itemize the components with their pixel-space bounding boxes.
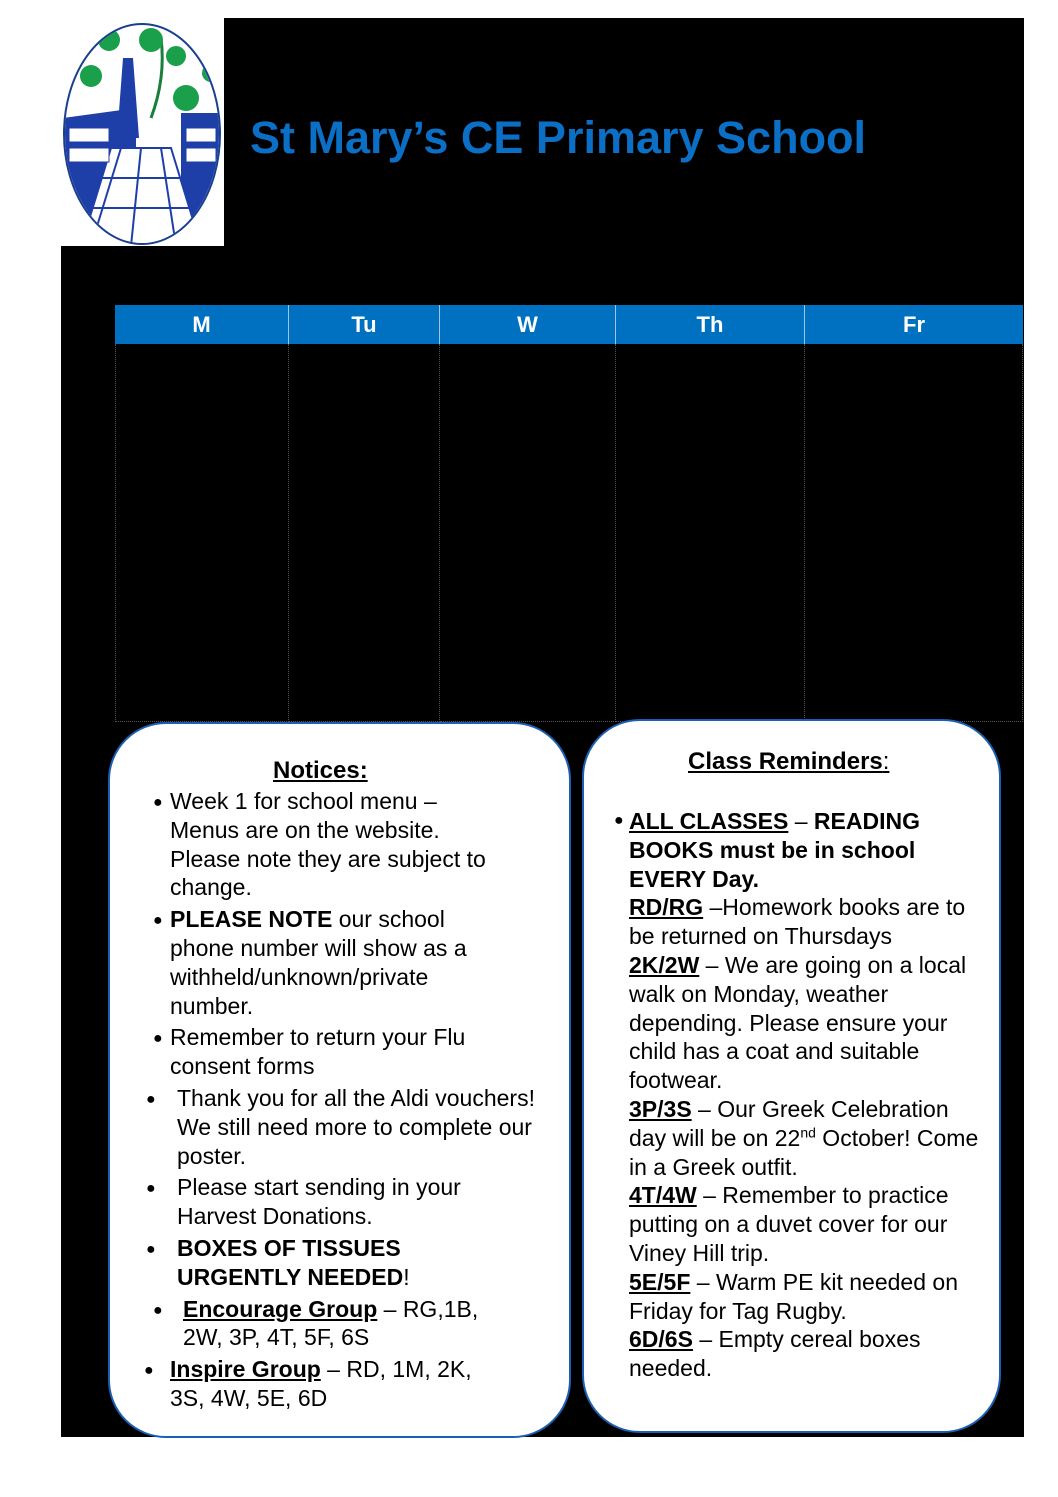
reminder-2k-2w: 2K/2W – We are going on a local walk on Monday, weather depending. Please ensure your child has a coat and suitable footwear.: [629, 951, 967, 1094]
day-cell-monday: [115, 344, 289, 722]
day-cell-thursday: [616, 344, 805, 722]
list-item: ● Remember to return your Flu consent forms: [153, 1024, 466, 1080]
list-item: ● Please start sending in your Harvest Donations.: [146, 1174, 461, 1230]
bullet-icon: ●: [144, 1362, 154, 1380]
list-item: ● Week 1 for school menu – Menus are on the website. Please note they are subject to change.: [153, 788, 486, 901]
list-item: ● Inspire Group – RD, 1M, 2K, 3S, 4W, 5E, 6D: [144, 1356, 472, 1411]
bullet-icon: ●: [146, 1180, 156, 1198]
day-header-thursday: Th: [616, 305, 805, 344]
bullet-icon: ●: [153, 912, 163, 930]
timetable-body-row: [115, 344, 1023, 722]
reminder-3p-3s: 3P/3S – Our Greek Celebration day will be on 22nd October! Come in a Greek outfit.: [629, 1095, 979, 1180]
reminder-5e-5f: 5E/5F – Warm PE kit needed on Friday for Tag Rugby.: [629, 1268, 958, 1324]
notices-list: [110, 787, 570, 1416]
day-header-tuesday: Tu: [289, 305, 440, 344]
day-header-wednesday: W: [440, 305, 616, 344]
day-header-friday: Fr: [903, 311, 925, 337]
list-item: ● Thank you for all the Aldi vouchers! We still need more to complete our poster.: [146, 1084, 535, 1169]
notices-heading: Notices:: [273, 757, 368, 784]
bullet-icon: ●: [153, 1301, 163, 1319]
list-item: ● BOXES OF TISSUES URGENTLY NEEDED!: [146, 1234, 410, 1290]
class-reminders-list: [614, 807, 989, 1383]
day-cell-tuesday: [289, 344, 440, 722]
reminder-6d-6s: 6D/6S – Empty cereal boxes needed.: [629, 1326, 921, 1382]
bullet-icon: ●: [614, 812, 624, 829]
day-cell-friday: [805, 344, 1023, 722]
school-crest-icon: [61, 18, 224, 246]
bullet-icon: ●: [146, 1240, 156, 1258]
class-reminders-heading: Class Reminders:: [688, 748, 890, 775]
school-title: St Mary’s CE Primary School: [250, 112, 867, 163]
reminder-all-classes: ALL CLASSES – READING BOOKS must be in school EVERY Day.: [629, 808, 920, 892]
list-item: ● PLEASE NOTE our school phone number will show as a withheld/unknown/private number.: [153, 906, 467, 1019]
reminder-4t-4w: 4T/4W – Remember to practice putting on a duvet cover for our Viney Hill trip.: [629, 1182, 949, 1266]
day-header-monday: M: [115, 305, 289, 344]
day-cell-wednesday: [440, 344, 616, 722]
bullet-icon: ●: [146, 1090, 156, 1108]
class-reminders-panel: [582, 719, 1001, 1433]
timetable-header-row: [115, 305, 1023, 344]
list-item: ● Encourage Group – RG,1B, 2W, 3P, 4T, 5F, 6S: [153, 1295, 479, 1351]
bullet-icon: ●: [153, 1030, 163, 1048]
reminder-rd-rg: RD/RG –Homework books are to be returned on Thursdays: [629, 894, 966, 950]
school-logo: [61, 18, 224, 246]
notices-panel: [108, 722, 571, 1438]
weekly-timetable: [115, 305, 1023, 722]
bullet-icon: ●: [153, 794, 163, 811]
